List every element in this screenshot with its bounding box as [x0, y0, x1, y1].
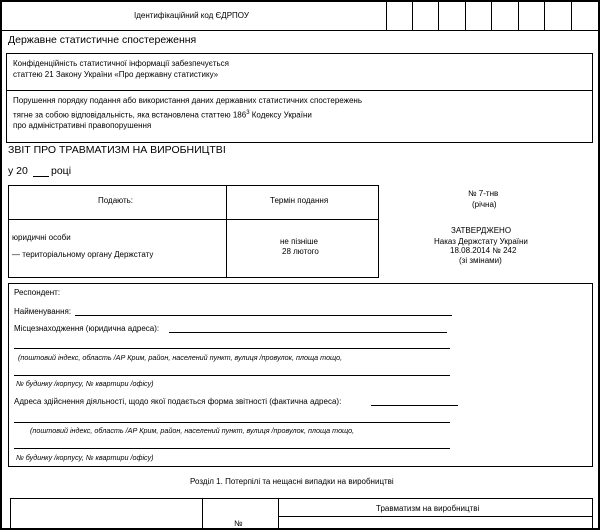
report-form-page — [2, 2, 598, 528]
respondent-location-field-3[interactable] — [14, 375, 450, 376]
respondent-location-field[interactable] — [169, 332, 447, 333]
violation-line3: про адміністративні правопорушення — [13, 121, 152, 130]
respondent-activity-field[interactable] — [371, 405, 458, 406]
section1-col-divider-1 — [202, 498, 203, 528]
section1-col-divider-2 — [278, 498, 279, 528]
form-order-line1: Наказ Держстату України — [434, 237, 528, 246]
section1-table — [10, 498, 593, 528]
submission-col-deadline: Термін подання — [270, 196, 329, 205]
submission-col-divider — [226, 185, 227, 278]
legal-notice-divider — [6, 90, 593, 91]
respondent-building-hint-2: № будинку /корпусу, № квартири /офісу) — [16, 453, 154, 462]
respondent-activity-label: Адреса здійснення діяльності, щодо якої подається форма звітності (фактична адреса): — [14, 397, 342, 406]
edrpou-label: Ідентифікаційний код ЄДРПОУ — [134, 11, 249, 20]
report-year-suffix: році — [51, 165, 72, 177]
submitters-line2: — територіальному органу Держстату — [12, 250, 154, 259]
deadline-line2: 28 лютого — [282, 247, 319, 256]
violation-line2: тягне за собою відповідальність, яка встановлена статтею $186^3$ Кодексу України — [13, 110, 312, 120]
respondent-name-field[interactable] — [75, 315, 452, 316]
form-number: № 7-тнв — [468, 189, 499, 198]
state-observation-heading: Державне статистичне спостереження — [8, 34, 197, 46]
submitters-line1: юридичні особи — [12, 233, 71, 242]
form-period: (річна) — [472, 200, 497, 209]
respondent-activity-field-3[interactable] — [14, 448, 450, 449]
confidentiality-line1: Конфіденційність статистичної інформації забезпечується — [13, 59, 230, 68]
section1-trauma-header: Травматизм на виробництві — [376, 504, 480, 513]
report-title: ЗВІТ ПРО ТРАВМАТИЗМ НА ВИРОБНИЦТВІ — [8, 144, 226, 156]
deadline-line1: не пізніше — [280, 237, 318, 246]
report-year-field[interactable] — [33, 176, 49, 177]
form-order-line3: (зі змінами) — [459, 256, 502, 265]
respondent-name-label: Найменування: — [14, 307, 72, 316]
respondent-heading: Респондент: — [14, 288, 61, 297]
respondent-address-hint: (поштовий індекс, область /АР Крим, район, населений пункт, вулиця /провулок, площа тощо, — [18, 353, 343, 362]
section1-header-divider — [278, 516, 593, 517]
respondent-building-hint: № будинку /корпусу, № квартири /офісу) — [16, 379, 154, 388]
section1-title: Розділ 1. Потерпілі та нещасні випадки на виробництві — [190, 477, 394, 486]
respondent-location-field-2[interactable] — [14, 348, 450, 349]
form-order-line2: 18.08.2014 № 242 — [450, 246, 517, 255]
edrpou-cells[interactable] — [386, 2, 598, 31]
respondent-activity-field-2[interactable] — [14, 422, 450, 423]
submission-col-submit: Подають: — [98, 196, 134, 205]
report-year-prefix: у 20 — [8, 165, 28, 177]
confidentiality-line2: статтею 21 Закону України «Про державну статистику» — [13, 70, 219, 79]
section1-number-col: № — [234, 519, 243, 528]
submission-header-divider — [8, 219, 379, 220]
respondent-address-hint-2: (поштовий індекс, область /АР Крим, район, населений пункт, вулиця /провулок, площа тощо, — [30, 426, 355, 435]
violation-line1: Порушення порядку подання або використання даних державних статистичних спостережень — [13, 96, 363, 105]
respondent-location-label: Місцезнаходження (юридична адреса): — [14, 324, 160, 333]
form-approved: ЗАТВЕРДЖЕНО — [451, 226, 512, 235]
